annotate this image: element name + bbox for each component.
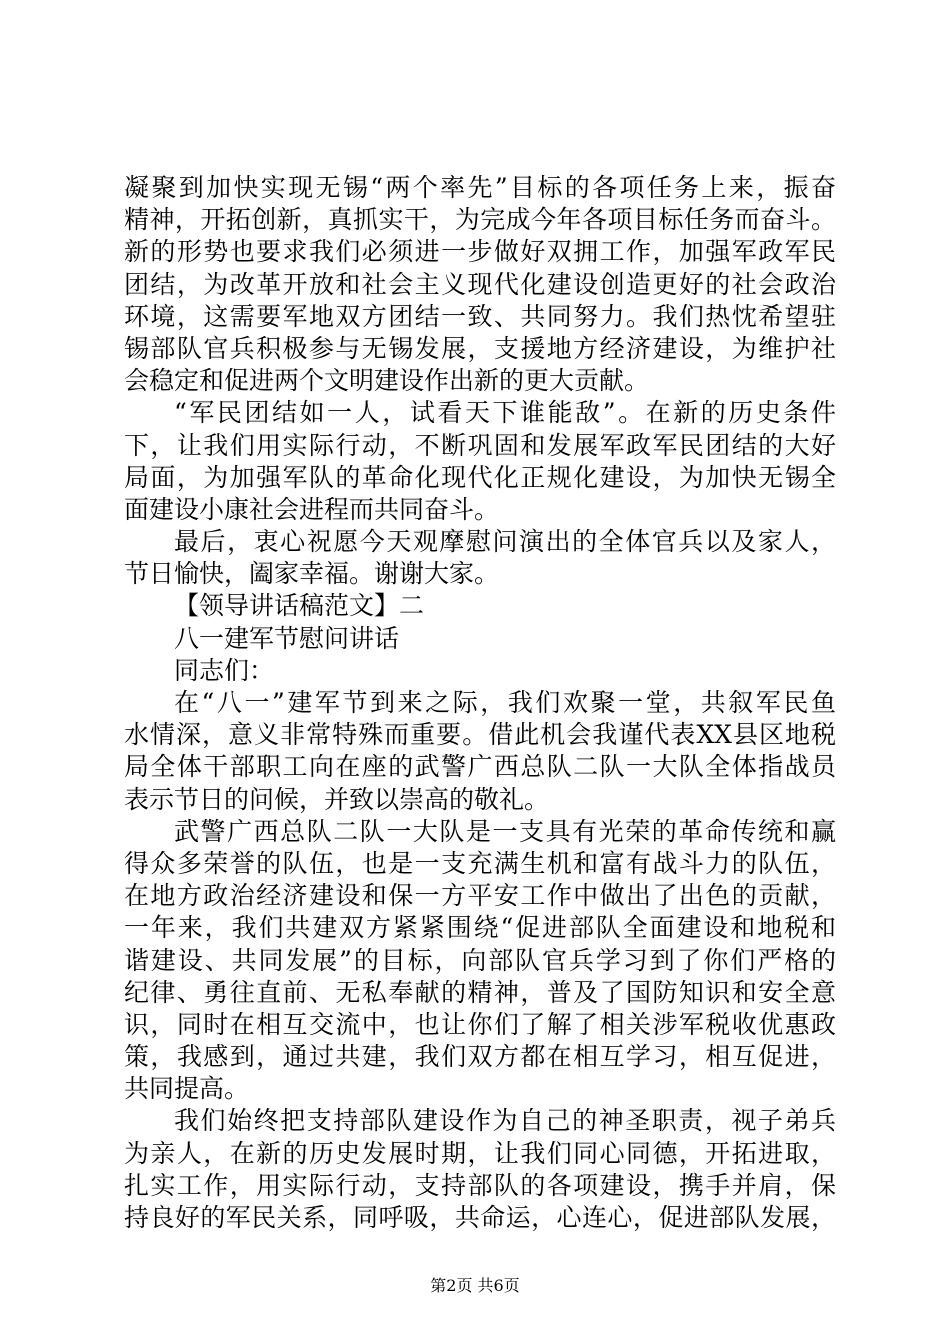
- text-line: 新的形势也要求我们必须进一步做好双拥工作，加强军政军民: [124, 237, 836, 267]
- text-line: 武警广西总队二队一大队是一支具有光荣的革命传统和赢: [174, 816, 836, 846]
- text-line: 在地方政治经济建设和保一方平安工作中做出了出色的贡献，: [124, 881, 836, 911]
- text-line: 节日愉快，阖家幸福。谢谢大家。: [124, 559, 500, 589]
- text-line: 我们始终把支持部队建设作为自己的神圣职责，视子弟兵: [174, 1106, 836, 1136]
- text-line: 纪律、勇往直前、无私奉献的精神，普及了国防知识和安全意: [124, 977, 836, 1007]
- text-line: 得众多荣誉的队伍，也是一支充满生机和富有战斗力的队伍，: [124, 848, 836, 878]
- text-line: 八一建军节慰问讲话: [174, 623, 400, 653]
- text-line: 【领导讲话稿范文】二: [174, 591, 425, 621]
- text-line: 谐建设、共同发展”的目标，向部队官兵学习到了你们严格的: [124, 945, 836, 975]
- text-line: 精神，开拓创新，真抓实干，为完成今年各项目标任务而奋斗。: [124, 205, 836, 235]
- text-line: 在“八一”建军节到来之际，我们欢聚一堂，共叙军民鱼: [174, 688, 836, 717]
- page-footer: 第2页 共6页: [430, 1276, 520, 1295]
- text-line: 局面，为加强军队的革命化现代化正规化建设，为加快无锡全: [124, 462, 836, 492]
- text-line: 同志们：: [174, 655, 275, 685]
- text-line: 策，我感到，通过共建，我们双方都在相互学习，相互促进，: [124, 1042, 836, 1072]
- text-line: 水情深，意义非常特殊而重要。借此机会我谨代表XX县区地税: [124, 720, 836, 750]
- text-line: 一年来，我们共建双方紧紧围绕“促进部队全面建设和地税和: [124, 913, 836, 943]
- text-line: 识，同时在相互交流中，也让你们了解了相关涉军税收优惠政: [124, 1009, 836, 1039]
- text-line: 持良好的军民关系，同呼吸，共命运，心连心，促进部队发展，: [124, 1203, 836, 1232]
- text-line: 锡部队官兵积极参与无锡发展，支援地方经济建设，为维护社: [124, 333, 836, 363]
- text-line: 环境，这需要军地双方团结一致、共同努力。我们热忱希望驻: [124, 301, 836, 331]
- text-line: 扎实工作，用实际行动，支持部队的各项建设，携手并肩，保: [124, 1170, 836, 1200]
- text-line: 会稳定和促进两个文明建设作出新的更大贡献。: [124, 366, 650, 396]
- document-body: [124, 172, 836, 1234]
- text-line: 凝聚到加快实现无锡“两个率先”目标的各项任务上来，振奋: [124, 173, 836, 202]
- text-line: 下，让我们用实际行动，不断巩固和发展军政军民团结的大好: [124, 430, 836, 460]
- text-line: 表示节日的问候，并致以崇高的敬礼。: [124, 784, 550, 814]
- text-line: 共同提高。: [124, 1074, 250, 1104]
- text-line: 团结，为改革开放和社会主义现代化建设创造更好的社会政治: [124, 269, 836, 299]
- text-line: “军民团结如一人，试看天下谁能敌”。在新的历史条件: [174, 398, 836, 428]
- text-line: 局全体干部职工向在座的武警广西总队二队一大队全体指战员: [124, 752, 836, 782]
- text-line: 面建设小康社会进程而共同奋斗。: [124, 494, 500, 524]
- text-line: 为亲人，在新的历史发展时期，让我们同心同德，开拓进取，: [124, 1138, 836, 1168]
- text-line: 最后，衷心祝愿今天观摩慰问演出的全体官兵以及家人，: [174, 527, 836, 557]
